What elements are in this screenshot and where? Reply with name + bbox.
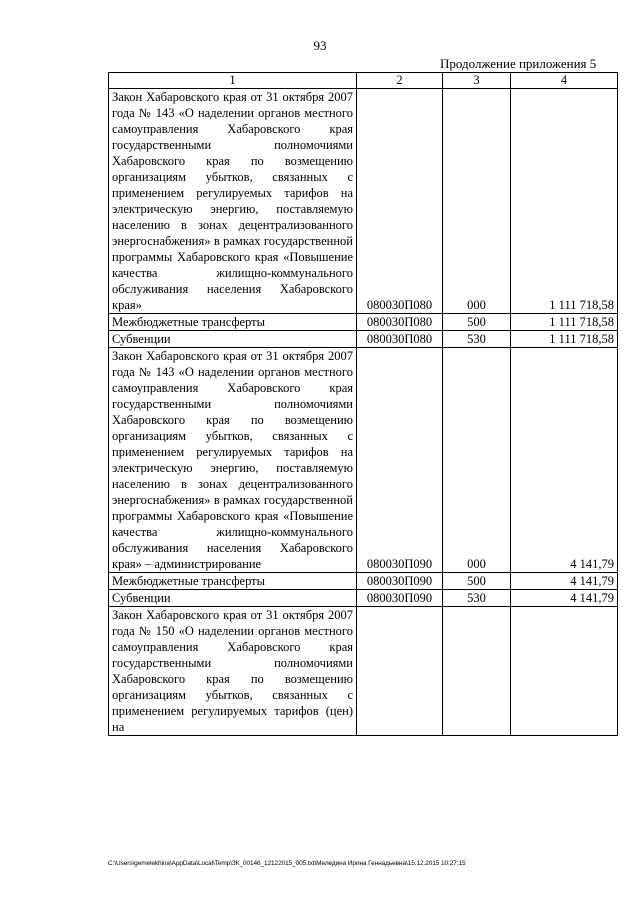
row-code: 080030П080 <box>357 89 443 314</box>
row-code <box>357 607 443 736</box>
header-col-1: 1 <box>109 73 357 89</box>
row-name: Межбюджетные трансферты <box>109 573 357 590</box>
row-type: 530 <box>443 331 511 348</box>
table-row <box>109 607 618 736</box>
row-sum: 1 111 718,58 <box>511 331 618 348</box>
row-sum: 1 111 718,58 <box>511 89 618 314</box>
row-name: Закон Хабаровского края от 31 октября 2007 года № 143 «О наделении органов местного самоуправления Хабаровского края государственными полномочиями Хабаровского края по возмещению организациям убытков, связанных с применением регулируемых тарифов на электрическую энергию, поставляемую населению в зонах децентрализованного энергоснабжения» в рамках государственной программы Хабаровского края «Повышение качества жилищно-коммунального обслуживания населения Хабаровского края» <box>109 89 357 314</box>
page-number: 93 <box>313 38 327 53</box>
row-name: Субвенции <box>109 331 357 348</box>
row-name: Субвенции <box>109 590 357 607</box>
table-header-row <box>109 73 618 89</box>
row-type <box>443 607 511 736</box>
table-row <box>109 331 618 348</box>
row-code: 080030П090 <box>357 573 443 590</box>
row-code: 080030П090 <box>357 590 443 607</box>
table-row <box>109 573 618 590</box>
row-code: 080030П080 <box>357 331 443 348</box>
row-type: 500 <box>443 573 511 590</box>
row-sum: 4 141,79 <box>511 573 618 590</box>
row-type: 500 <box>443 314 511 331</box>
header-col-4: 4 <box>511 73 618 89</box>
row-sum: 4 141,79 <box>511 348 618 573</box>
row-sum: 4 141,79 <box>511 590 618 607</box>
budget-table <box>108 72 618 736</box>
table-row <box>109 348 618 573</box>
row-code: 080030П080 <box>357 314 443 331</box>
row-type: 000 <box>443 348 511 573</box>
continuation-note: Продолжение приложения 5 <box>440 56 597 71</box>
header-col-2: 2 <box>357 73 443 89</box>
row-type: 000 <box>443 89 511 314</box>
table-row <box>109 314 618 331</box>
header-col-3: 3 <box>443 73 511 89</box>
row-sum: 1 111 718,58 <box>511 314 618 331</box>
file-path-footer: C:\Users\gemelekhina\AppData\Local\Temp\ЗК_00146_12122015_005.txt\Меледина Ирина Геннадьевна\15.12.2015 10:27:15 <box>108 860 466 867</box>
table-row <box>109 590 618 607</box>
row-name: Закон Хабаровского края от 31 октября 2007 года № 143 «О наделении органов местного самоуправления Хабаровского края государственными полномочиями Хабаровского края по возмещению организациям убытков, связанных с применением регулируемых тарифов на электрическую энергию, поставляемую населению в зонах децентрализованного энергоснабжения» в рамках государственной программы Хабаровского края «Повышение качества жилищно-коммунального обслуживания населения Хабаровского края» – администрирование <box>109 348 357 573</box>
row-code: 080030П090 <box>357 348 443 573</box>
row-name: Закон Хабаровского края от 31 октября 2007 года № 150 «О наделении органов местного самоуправления Хабаровского края государственными полномочиями Хабаровского края по возмещению организациям убытков, связанных с применением регулируемых тарифов (цен) на <box>109 607 357 736</box>
row-type: 530 <box>443 590 511 607</box>
row-name: Межбюджетные трансферты <box>109 314 357 331</box>
row-sum <box>511 607 618 736</box>
table-row <box>109 89 618 314</box>
